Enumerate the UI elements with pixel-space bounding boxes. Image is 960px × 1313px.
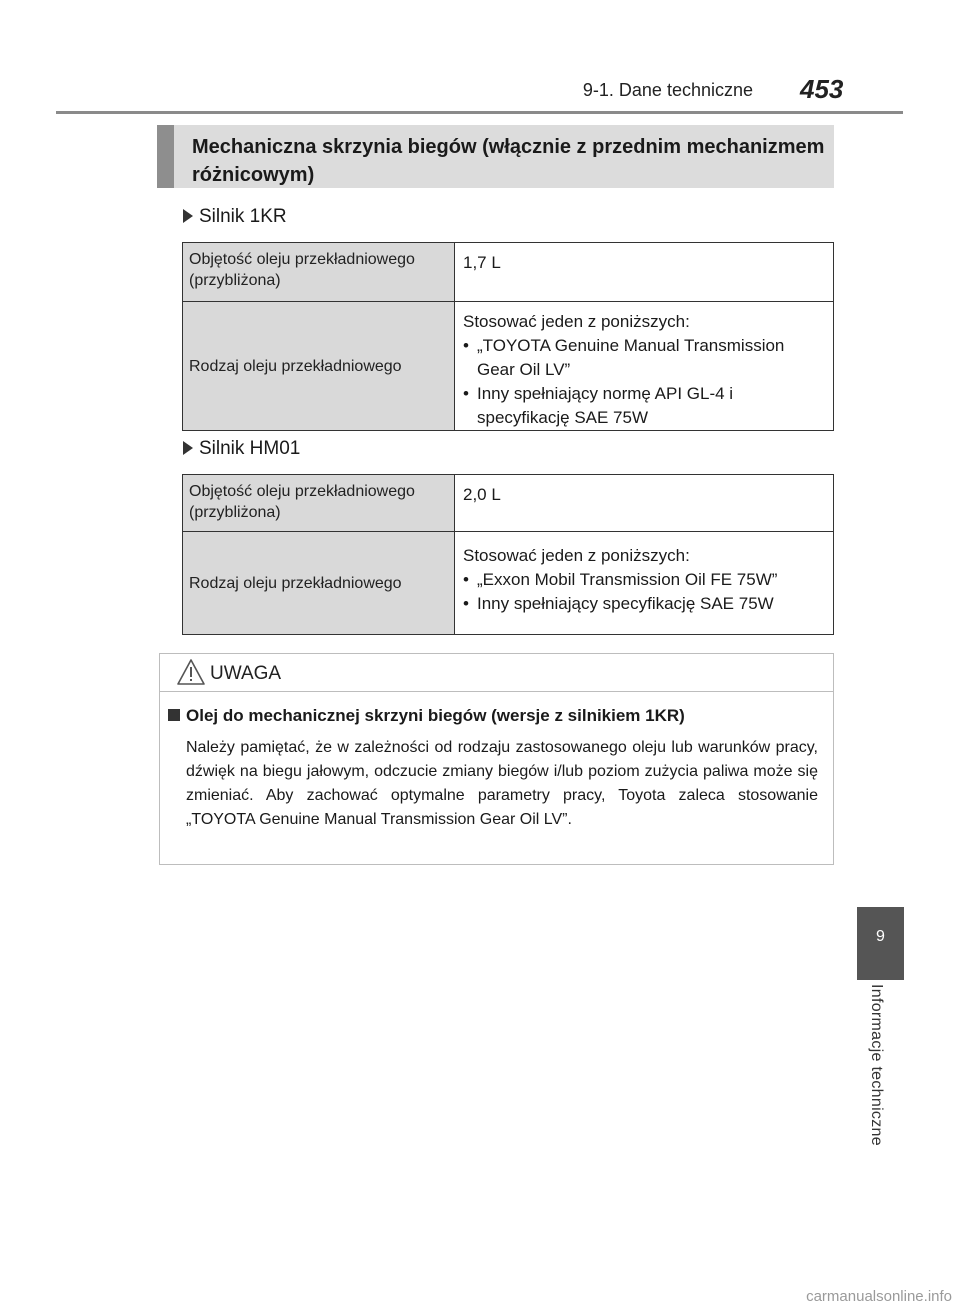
volume-label: Objętość oleju przekładniowego (przybliżona)	[183, 475, 455, 532]
table-row	[183, 302, 834, 431]
engine-1kr-label: Silnik 1KR	[183, 206, 287, 228]
volume-value: 2,0 L	[455, 475, 834, 532]
warning-header	[160, 654, 833, 692]
warning-triangle-icon	[176, 658, 206, 686]
oil-type-value	[455, 302, 834, 431]
watermark: carmanualsonline.info	[806, 1288, 952, 1305]
volume-label: Objętość oleju przekładniowego (przybliżona)	[183, 243, 455, 302]
oil-type-label: Rodzaj oleju przekładniowego	[183, 302, 455, 431]
section-heading: Mechaniczna skrzynia biegów (włącznie z przednim mechanizmem różnicowym)	[157, 125, 834, 188]
triangle-right-icon	[183, 441, 193, 455]
warning-title: UWAGA	[210, 663, 282, 684]
header-divider	[56, 111, 903, 114]
oil-type-intro: Stosować jeden z poniższych:	[463, 312, 690, 331]
warning-box	[159, 653, 834, 865]
engine-hm01-table	[182, 474, 834, 635]
oil-type-intro: Stosować jeden z poniższych:	[463, 546, 690, 565]
list-item: • Inny spełniający specyfikację SAE 75W	[463, 592, 825, 616]
list-item: • „TOYOTA Genuine Manual Transmission Gear Oil LV”	[463, 334, 825, 382]
square-bullet-icon	[168, 709, 180, 721]
list-item: • Inny spełniający normę API GL-4 i specyfikację SAE 75W	[463, 382, 825, 430]
oil-type-value	[455, 532, 834, 635]
engine-hm01-label: Silnik HM01	[183, 438, 300, 460]
warning-text: Należy pamiętać, że w zależności od rodzaju zastosowanego oleju lub warunków pracy, dźwięk na biegu jałowym, odczucie zmiany biegów i/lub poziom zużycia paliwa może się zmieniać. Aby zachować optymalne parametry pracy, Toyota zaleca stosowanie „TOYOTA Genuine Manual Transmission Gear Oil LV”.	[186, 739, 818, 828]
chapter-label: Informacje techniczne	[868, 984, 885, 1146]
section-title: 9-1. Dane techniczne	[582, 80, 753, 100]
table-row	[183, 532, 834, 635]
list-item: • „Exxon Mobil Transmission Oil FE 75W”	[463, 568, 825, 592]
engine-1kr-table	[182, 242, 834, 431]
page-number: 453	[800, 74, 844, 104]
triangle-right-icon	[183, 209, 193, 223]
table-row	[183, 475, 834, 532]
chapter-tab: 9	[857, 907, 904, 980]
oil-type-label: Rodzaj oleju przekładniowego	[183, 532, 455, 635]
table-row	[183, 243, 834, 302]
volume-value: 1,7 L	[455, 243, 834, 302]
warning-subtitle: Olej do mechanicznej skrzyni biegów (wersje z silnikiem 1KR)	[168, 706, 685, 726]
